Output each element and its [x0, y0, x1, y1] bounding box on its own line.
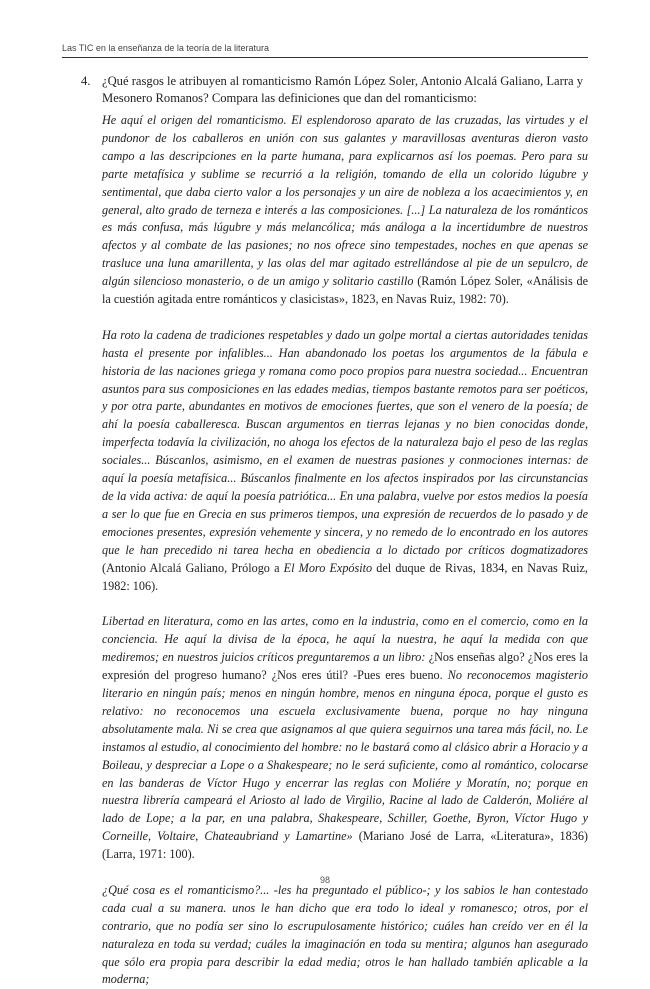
quote-text: No reconocemos magisterio literario en ningún país; menos en ningún hombre, menos en ninguna época, porque el gusto es relativo: no reconocemos una escuela exclusivamente buena, porque no hay ninguna absolutamente mala. Ni se crea que asignamos al que quiera seguirnos una tarea más fácil, no. Le instamos al estudio, al conocimiento del hombre: no le bastará como al clásico abrir a Horacio y a Boileau, y despreciar a Lope o a Shakespeare; no le será suficiente, como al romántico, colocarse en las banderas de Víctor Hugo y encerrar las reglas con Moliére y Moratín, no; porque en nuestra librería campeará el Ariosto al lado de Virgilio, Racine al lado de Calderón, Moliére al lado de Lope; a la par, en una palabra, Shakespeare, Schiller, Goethe, Byron, Víctor Hugo y Corneille, Voltaire, Chateaubriand y Lamartine» — [102, 668, 588, 844]
quote-text: He aquí el origen del romanticismo. El esplendoroso aparato de las cruzadas, las virtudes y el pundonor de los caballeros en unión con sus galantes y maravillosas aventuras dieron vasto campo a las descripciones en la parte humana, para explicarnos así los poemas. Pero para su parte metafísica y sublime se recurrió a la religión, tomando de ella un colorido lúgubre y sentimental, que daba cierto valor a los personajes y un aire de nobleza a los acaecimientos y, en general, alto grado de terneza e interés a las composiciones. [...] La naturaleza de los románticos es más confusa, más lúgubre y más melancólica; más análoga a la incertidumbre de nuestros afectos y al combate de las pasiones; no nos ofrece sino tempestades, noches en que apenas se trasluce una luna amarillenta, y las olas del mar agitado estrellándose al pie de un sepulcro, de algún silencioso monasterio, o de un amigo y solitario castillo — [102, 113, 588, 289]
quote-larra — [102, 613, 588, 864]
running-header: Las TIC en la enseñanza de la teoría de la literatura — [62, 43, 269, 53]
quote-citation: (Antonio Alcalá Galiano, Prólogo a — [102, 560, 284, 575]
question-text: ¿Qué rasgos le atribuyen al romanticismo Ramón López Soler, Antonio Alcalá Galiano, Larra y Mesonero Romanos? Compara las definiciones que dan del romanticismo: — [102, 74, 584, 105]
quote-text: Libertad en literatura, como en las artes, como en la industria, como en el comercio, como en la conciencia. He aquí la divisa de la época, he aquí la nuestra, he aquí la medida con que mediremos; en nuestros juicios críticos preguntaremos a un libro: — [102, 614, 588, 665]
quote-text: ¿Qué cosa es el romanticismo?... -les ha preguntado el público-; y los sabios le han contestado cada cual a su manera. unos le han dicho que era todo lo ideal y romanesco; otros, por el contrario, que no podía ser sino lo escrupulosamente histórico; cuáles han creído ver en él la naturaleza en toda su verdad; cuáles la imaginación en toda su mentira; algunos han asegurado que sólo era propia para describir la edad media; otros le han hallado también aplicable a la moderna; — [102, 882, 588, 987]
quote-citation-work-title: El Moro Expósito — [283, 560, 373, 575]
question-item — [81, 73, 591, 107]
header-rule — [62, 57, 588, 58]
quote-mesonero-romanos — [102, 882, 588, 989]
quote-citation: (Ramón López Soler, «Análisis de la cuestión agitada entre románticos y clasicistas», 1823, en Navas Ruiz, 1982: 70). — [102, 274, 588, 307]
question-number: 4. — [81, 74, 91, 88]
quote-text: Ha roto la cadena de tradiciones respetables y dado un golpe mortal a ciertas autoridades tenidas hasta el presente por infalibles... Han abandonado los poetas los argumentos de la fábula e historia de las naciones griega y romana como poco propios para nuestra sociedad... Encuentran asuntos para sus composiciones en las edades medias, tiempos bastante remotos para ser poéticos, y por otra parte, abundantes en motivos de emociones fuertes, que son el venero de la poesía; de ahí la poesía caballeresca. Buscan argumentos en tierras lejanas y no bien conocidas donde, imperfecta todavía la civilización, no ahoga los efectos de la naturaleza bajo el peso de las reglas sociales... Búscanlos, asimismo, en el examen de nuestras pasiones y conmociones internas: de aquí la poesía metafísica... Búscanlos finalmente en los afectos inspirados por las circunstancias de la vida activa: de aquí la poesía patriótica... En una palabra, vuelve por estos medios la poesía a ser lo que fue en Grecia en sus primeros tiempos, una expresión de recuerdos de lo pasado y de emociones presentes, expresión vehemente y sincera, y no remedo de lo encontrado en los autores que le han precedido ni tarea hecha en obediencia a lo dictado por críticos dogmatizadores — [102, 327, 588, 557]
quote-lopez-soler — [102, 112, 588, 309]
quote-alcala-galiano — [102, 327, 588, 596]
quote-citation: del duque de Rivas, 1834, en Navas Ruiz, 1982: 106). — [102, 560, 588, 593]
quote-citation: (Mariano José de Larra, «Literatura», 1836) (Larra, 1971: 100). — [102, 829, 588, 862]
quote-text-roman: ¿Nos enseñas algo? ¿Nos eres la expresión del progreso humano? ¿Nos eres útil? -Pues eres bueno. — [102, 650, 588, 683]
page-number: 98 — [319, 875, 330, 885]
quotations-block — [102, 112, 588, 989]
